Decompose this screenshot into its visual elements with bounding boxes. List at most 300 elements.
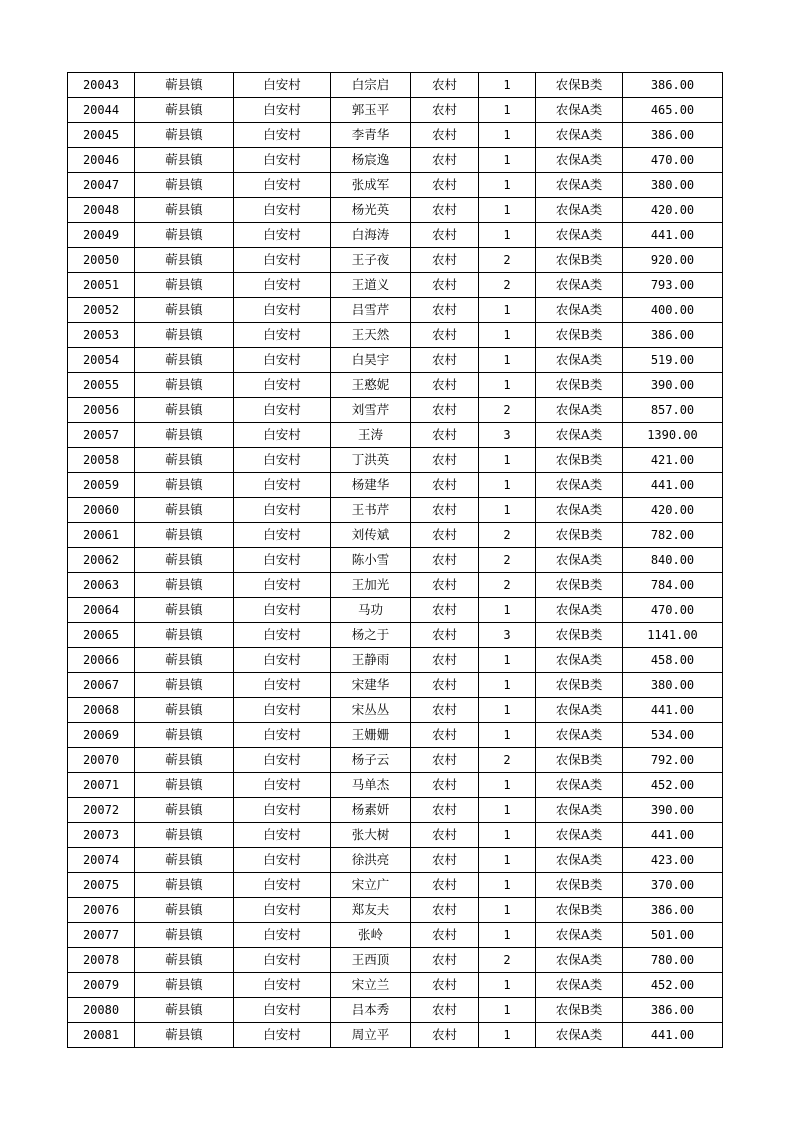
area-type-cell: 农村 <box>411 548 479 573</box>
household-count-cell: 1 <box>479 323 536 348</box>
insurance-category-cell: 农保A类 <box>536 398 623 423</box>
town-cell: 蕲县镇 <box>135 273 234 298</box>
village-cell: 白安村 <box>234 973 331 998</box>
insurance-category-cell: 农保A类 <box>536 273 623 298</box>
village-cell: 白安村 <box>234 498 331 523</box>
name-cell: 张成军 <box>331 173 411 198</box>
amount-cell: 386.00 <box>623 323 723 348</box>
record-id-cell: 20057 <box>68 423 135 448</box>
amount-cell: 1141.00 <box>623 623 723 648</box>
table-row <box>68 473 723 498</box>
record-id-cell: 20043 <box>68 73 135 98</box>
amount-cell: 784.00 <box>623 573 723 598</box>
insurance-category-cell: 农保B类 <box>536 998 623 1023</box>
village-cell: 白安村 <box>234 773 331 798</box>
insurance-category-cell: 农保A类 <box>536 773 623 798</box>
area-type-cell: 农村 <box>411 898 479 923</box>
area-type-cell: 农村 <box>411 723 479 748</box>
household-count-cell: 1 <box>479 923 536 948</box>
area-type-cell: 农村 <box>411 773 479 798</box>
amount-cell: 793.00 <box>623 273 723 298</box>
insurance-category-cell: 农保B类 <box>536 898 623 923</box>
insurance-category-cell: 农保B类 <box>536 248 623 273</box>
insurance-category-cell: 农保A类 <box>536 148 623 173</box>
area-type-cell: 农村 <box>411 223 479 248</box>
village-cell: 白安村 <box>234 623 331 648</box>
village-cell: 白安村 <box>234 923 331 948</box>
record-id-cell: 20059 <box>68 473 135 498</box>
record-id-cell: 20058 <box>68 448 135 473</box>
name-cell: 宋建华 <box>331 673 411 698</box>
name-cell: 宋丛丛 <box>331 698 411 723</box>
record-id-cell: 20070 <box>68 748 135 773</box>
town-cell: 蕲县镇 <box>135 623 234 648</box>
town-cell: 蕲县镇 <box>135 98 234 123</box>
insurance-category-cell: 农保A类 <box>536 1023 623 1048</box>
insurance-category-cell: 农保B类 <box>536 373 623 398</box>
name-cell: 王道义 <box>331 273 411 298</box>
table-row <box>68 448 723 473</box>
amount-cell: 441.00 <box>623 1023 723 1048</box>
area-type-cell: 农村 <box>411 973 479 998</box>
amount-cell: 423.00 <box>623 848 723 873</box>
town-cell: 蕲县镇 <box>135 548 234 573</box>
household-count-cell: 1 <box>479 598 536 623</box>
insurance-category-cell: 农保A类 <box>536 98 623 123</box>
table-row <box>68 823 723 848</box>
table-row <box>68 373 723 398</box>
household-count-cell: 1 <box>479 298 536 323</box>
village-cell: 白安村 <box>234 798 331 823</box>
table-row <box>68 998 723 1023</box>
amount-cell: 501.00 <box>623 923 723 948</box>
household-count-cell: 1 <box>479 98 536 123</box>
amount-cell: 470.00 <box>623 148 723 173</box>
name-cell: 王西顶 <box>331 948 411 973</box>
household-count-cell: 1 <box>479 1023 536 1048</box>
town-cell: 蕲县镇 <box>135 123 234 148</box>
name-cell: 徐洪亮 <box>331 848 411 873</box>
table-row <box>68 548 723 573</box>
town-cell: 蕲县镇 <box>135 923 234 948</box>
record-id-cell: 20046 <box>68 148 135 173</box>
household-count-cell: 1 <box>479 723 536 748</box>
town-cell: 蕲县镇 <box>135 473 234 498</box>
household-count-cell: 1 <box>479 223 536 248</box>
name-cell: 杨子云 <box>331 748 411 773</box>
record-id-cell: 20076 <box>68 898 135 923</box>
village-cell: 白安村 <box>234 698 331 723</box>
insurance-category-cell: 农保A类 <box>536 648 623 673</box>
record-id-cell: 20062 <box>68 548 135 573</box>
village-cell: 白安村 <box>234 423 331 448</box>
town-cell: 蕲县镇 <box>135 198 234 223</box>
table-row <box>68 973 723 998</box>
town-cell: 蕲县镇 <box>135 573 234 598</box>
record-id-cell: 20056 <box>68 398 135 423</box>
household-count-cell: 2 <box>479 273 536 298</box>
amount-cell: 458.00 <box>623 648 723 673</box>
table-row <box>68 848 723 873</box>
household-count-cell: 1 <box>479 973 536 998</box>
town-cell: 蕲县镇 <box>135 723 234 748</box>
area-type-cell: 农村 <box>411 523 479 548</box>
record-id-cell: 20075 <box>68 873 135 898</box>
name-cell: 丁洪英 <box>331 448 411 473</box>
town-cell: 蕲县镇 <box>135 73 234 98</box>
amount-cell: 452.00 <box>623 773 723 798</box>
insurance-category-cell: 农保A类 <box>536 348 623 373</box>
table-row <box>68 798 723 823</box>
record-id-cell: 20081 <box>68 1023 135 1048</box>
village-cell: 白安村 <box>234 848 331 873</box>
table-row <box>68 523 723 548</box>
insurance-category-cell: 农保B类 <box>536 748 623 773</box>
record-id-cell: 20078 <box>68 948 135 973</box>
household-count-cell: 1 <box>479 673 536 698</box>
town-cell: 蕲县镇 <box>135 298 234 323</box>
record-id-cell: 20051 <box>68 273 135 298</box>
record-id-cell: 20079 <box>68 973 135 998</box>
town-cell: 蕲县镇 <box>135 748 234 773</box>
household-count-cell: 1 <box>479 873 536 898</box>
town-cell: 蕲县镇 <box>135 148 234 173</box>
town-cell: 蕲县镇 <box>135 598 234 623</box>
village-cell: 白安村 <box>234 173 331 198</box>
name-cell: 白海涛 <box>331 223 411 248</box>
amount-cell: 386.00 <box>623 123 723 148</box>
table-body <box>68 73 723 1048</box>
amount-cell: 452.00 <box>623 973 723 998</box>
town-cell: 蕲县镇 <box>135 673 234 698</box>
table-row <box>68 323 723 348</box>
table-row <box>68 98 723 123</box>
record-id-cell: 20064 <box>68 598 135 623</box>
record-id-cell: 20052 <box>68 298 135 323</box>
table-row <box>68 148 723 173</box>
household-count-cell: 1 <box>479 773 536 798</box>
village-cell: 白安村 <box>234 273 331 298</box>
insurance-category-cell: 农保A类 <box>536 948 623 973</box>
record-id-cell: 20049 <box>68 223 135 248</box>
village-cell: 白安村 <box>234 873 331 898</box>
amount-cell: 470.00 <box>623 598 723 623</box>
insurance-category-cell: 农保A类 <box>536 423 623 448</box>
record-id-cell: 20069 <box>68 723 135 748</box>
table-row <box>68 773 723 798</box>
name-cell: 吕雪芹 <box>331 298 411 323</box>
table-row <box>68 623 723 648</box>
village-cell: 白安村 <box>234 398 331 423</box>
amount-cell: 386.00 <box>623 998 723 1023</box>
village-cell: 白安村 <box>234 123 331 148</box>
insurance-category-cell: 农保B类 <box>536 448 623 473</box>
village-cell: 白安村 <box>234 73 331 98</box>
town-cell: 蕲县镇 <box>135 648 234 673</box>
area-type-cell: 农村 <box>411 198 479 223</box>
town-cell: 蕲县镇 <box>135 248 234 273</box>
table-row <box>68 873 723 898</box>
name-cell: 王子夜 <box>331 248 411 273</box>
town-cell: 蕲县镇 <box>135 498 234 523</box>
amount-cell: 465.00 <box>623 98 723 123</box>
area-type-cell: 农村 <box>411 98 479 123</box>
name-cell: 张岭 <box>331 923 411 948</box>
amount-cell: 1390.00 <box>623 423 723 448</box>
area-type-cell: 农村 <box>411 373 479 398</box>
table-row <box>68 723 723 748</box>
village-cell: 白安村 <box>234 948 331 973</box>
village-cell: 白安村 <box>234 348 331 373</box>
record-id-cell: 20071 <box>68 773 135 798</box>
area-type-cell: 农村 <box>411 923 479 948</box>
insurance-category-cell: 农保A类 <box>536 223 623 248</box>
area-type-cell: 农村 <box>411 998 479 1023</box>
area-type-cell: 农村 <box>411 948 479 973</box>
area-type-cell: 农村 <box>411 848 479 873</box>
village-cell: 白安村 <box>234 323 331 348</box>
name-cell: 宋立广 <box>331 873 411 898</box>
insurance-category-cell: 农保A类 <box>536 923 623 948</box>
name-cell: 宋立兰 <box>331 973 411 998</box>
town-cell: 蕲县镇 <box>135 698 234 723</box>
household-count-cell: 1 <box>479 848 536 873</box>
town-cell: 蕲县镇 <box>135 173 234 198</box>
name-cell: 马单杰 <box>331 773 411 798</box>
insurance-category-cell: 农保A类 <box>536 598 623 623</box>
name-cell: 白宗启 <box>331 73 411 98</box>
area-type-cell: 农村 <box>411 173 479 198</box>
household-count-cell: 1 <box>479 648 536 673</box>
household-count-cell: 2 <box>479 248 536 273</box>
amount-cell: 386.00 <box>623 898 723 923</box>
area-type-cell: 农村 <box>411 398 479 423</box>
table-row <box>68 423 723 448</box>
name-cell: 白昊宇 <box>331 348 411 373</box>
record-id-cell: 20065 <box>68 623 135 648</box>
household-count-cell: 1 <box>479 998 536 1023</box>
town-cell: 蕲县镇 <box>135 1023 234 1048</box>
table-row <box>68 573 723 598</box>
village-cell: 白安村 <box>234 448 331 473</box>
record-id-cell: 20063 <box>68 573 135 598</box>
town-cell: 蕲县镇 <box>135 448 234 473</box>
name-cell: 杨宸逸 <box>331 148 411 173</box>
town-cell: 蕲县镇 <box>135 873 234 898</box>
insurance-category-cell: 农保B类 <box>536 873 623 898</box>
amount-cell: 421.00 <box>623 448 723 473</box>
town-cell: 蕲县镇 <box>135 948 234 973</box>
town-cell: 蕲县镇 <box>135 398 234 423</box>
town-cell: 蕲县镇 <box>135 523 234 548</box>
amount-cell: 390.00 <box>623 798 723 823</box>
amount-cell: 441.00 <box>623 473 723 498</box>
name-cell: 周立平 <box>331 1023 411 1048</box>
village-cell: 白安村 <box>234 223 331 248</box>
amount-cell: 920.00 <box>623 248 723 273</box>
name-cell: 王憨妮 <box>331 373 411 398</box>
household-count-cell: 1 <box>479 348 536 373</box>
amount-cell: 390.00 <box>623 373 723 398</box>
record-id-cell: 20072 <box>68 798 135 823</box>
village-cell: 白安村 <box>234 523 331 548</box>
insurance-category-cell: 农保A类 <box>536 473 623 498</box>
table-row <box>68 73 723 98</box>
amount-cell: 420.00 <box>623 498 723 523</box>
town-cell: 蕲县镇 <box>135 823 234 848</box>
name-cell: 杨之于 <box>331 623 411 648</box>
table-row <box>68 898 723 923</box>
household-count-cell: 3 <box>479 623 536 648</box>
table-row <box>68 298 723 323</box>
insurance-category-cell: 农保A类 <box>536 298 623 323</box>
insurance-category-cell: 农保A类 <box>536 123 623 148</box>
amount-cell: 420.00 <box>623 198 723 223</box>
area-type-cell: 农村 <box>411 673 479 698</box>
town-cell: 蕲县镇 <box>135 973 234 998</box>
record-id-cell: 20053 <box>68 323 135 348</box>
table-row <box>68 1023 723 1048</box>
table-row <box>68 948 723 973</box>
record-id-cell: 20077 <box>68 923 135 948</box>
area-type-cell: 农村 <box>411 273 479 298</box>
household-count-cell: 1 <box>479 498 536 523</box>
name-cell: 马功 <box>331 598 411 623</box>
amount-cell: 370.00 <box>623 873 723 898</box>
name-cell: 李青华 <box>331 123 411 148</box>
table-row <box>68 398 723 423</box>
name-cell: 吕本秀 <box>331 998 411 1023</box>
area-type-cell: 农村 <box>411 123 479 148</box>
table-row <box>68 348 723 373</box>
insurance-category-cell: 农保B类 <box>536 573 623 598</box>
area-type-cell: 农村 <box>411 648 479 673</box>
amount-cell: 534.00 <box>623 723 723 748</box>
area-type-cell: 农村 <box>411 873 479 898</box>
amount-cell: 400.00 <box>623 298 723 323</box>
insurance-category-cell: 农保B类 <box>536 523 623 548</box>
town-cell: 蕲县镇 <box>135 323 234 348</box>
area-type-cell: 农村 <box>411 1023 479 1048</box>
area-type-cell: 农村 <box>411 748 479 773</box>
town-cell: 蕲县镇 <box>135 798 234 823</box>
insurance-category-cell: 农保A类 <box>536 498 623 523</box>
table-row <box>68 748 723 773</box>
area-type-cell: 农村 <box>411 698 479 723</box>
town-cell: 蕲县镇 <box>135 373 234 398</box>
table-row <box>68 698 723 723</box>
table-row <box>68 123 723 148</box>
name-cell: 郭玉平 <box>331 98 411 123</box>
area-type-cell: 农村 <box>411 623 479 648</box>
name-cell: 王天然 <box>331 323 411 348</box>
name-cell: 刘传斌 <box>331 523 411 548</box>
amount-cell: 519.00 <box>623 348 723 373</box>
table-row <box>68 923 723 948</box>
name-cell: 张大树 <box>331 823 411 848</box>
household-count-cell: 1 <box>479 698 536 723</box>
household-count-cell: 1 <box>479 73 536 98</box>
village-cell: 白安村 <box>234 198 331 223</box>
village-cell: 白安村 <box>234 573 331 598</box>
record-id-cell: 20080 <box>68 998 135 1023</box>
village-cell: 白安村 <box>234 373 331 398</box>
record-id-cell: 20061 <box>68 523 135 548</box>
town-cell: 蕲县镇 <box>135 773 234 798</box>
insurance-category-cell: 农保A类 <box>536 173 623 198</box>
insurance-category-cell: 农保A类 <box>536 698 623 723</box>
record-id-cell: 20045 <box>68 123 135 148</box>
record-id-cell: 20073 <box>68 823 135 848</box>
household-count-cell: 2 <box>479 523 536 548</box>
amount-cell: 380.00 <box>623 173 723 198</box>
name-cell: 王姗姗 <box>331 723 411 748</box>
table-row <box>68 198 723 223</box>
area-type-cell: 农村 <box>411 598 479 623</box>
amount-cell: 441.00 <box>623 823 723 848</box>
village-cell: 白安村 <box>234 998 331 1023</box>
area-type-cell: 农村 <box>411 323 479 348</box>
name-cell: 王涛 <box>331 423 411 448</box>
amount-cell: 782.00 <box>623 523 723 548</box>
amount-cell: 380.00 <box>623 673 723 698</box>
town-cell: 蕲县镇 <box>135 423 234 448</box>
village-cell: 白安村 <box>234 673 331 698</box>
area-type-cell: 农村 <box>411 473 479 498</box>
name-cell: 郑友夫 <box>331 898 411 923</box>
town-cell: 蕲县镇 <box>135 848 234 873</box>
town-cell: 蕲县镇 <box>135 223 234 248</box>
record-id-cell: 20050 <box>68 248 135 273</box>
household-count-cell: 1 <box>479 448 536 473</box>
area-type-cell: 农村 <box>411 148 479 173</box>
village-cell: 白安村 <box>234 473 331 498</box>
data-table <box>67 72 723 1048</box>
town-cell: 蕲县镇 <box>135 898 234 923</box>
record-id-cell: 20047 <box>68 173 135 198</box>
insurance-category-cell: 农保A类 <box>536 848 623 873</box>
record-id-cell: 20044 <box>68 98 135 123</box>
household-count-cell: 2 <box>479 548 536 573</box>
village-cell: 白安村 <box>234 898 331 923</box>
household-count-cell: 2 <box>479 748 536 773</box>
record-id-cell: 20067 <box>68 673 135 698</box>
name-cell: 陈小雪 <box>331 548 411 573</box>
table-row <box>68 273 723 298</box>
record-id-cell: 20048 <box>68 198 135 223</box>
area-type-cell: 农村 <box>411 73 479 98</box>
area-type-cell: 农村 <box>411 823 479 848</box>
household-count-cell: 2 <box>479 948 536 973</box>
amount-cell: 441.00 <box>623 223 723 248</box>
amount-cell: 441.00 <box>623 698 723 723</box>
village-cell: 白安村 <box>234 298 331 323</box>
household-count-cell: 1 <box>479 823 536 848</box>
household-count-cell: 1 <box>479 173 536 198</box>
table-row <box>68 648 723 673</box>
town-cell: 蕲县镇 <box>135 348 234 373</box>
table-row <box>68 248 723 273</box>
record-id-cell: 20066 <box>68 648 135 673</box>
insurance-category-cell: 农保A类 <box>536 823 623 848</box>
name-cell: 杨建华 <box>331 473 411 498</box>
household-count-cell: 1 <box>479 198 536 223</box>
village-cell: 白安村 <box>234 548 331 573</box>
town-cell: 蕲县镇 <box>135 998 234 1023</box>
insurance-category-cell: 农保A类 <box>536 548 623 573</box>
insurance-category-cell: 农保B类 <box>536 673 623 698</box>
insurance-category-cell: 农保B类 <box>536 73 623 98</box>
